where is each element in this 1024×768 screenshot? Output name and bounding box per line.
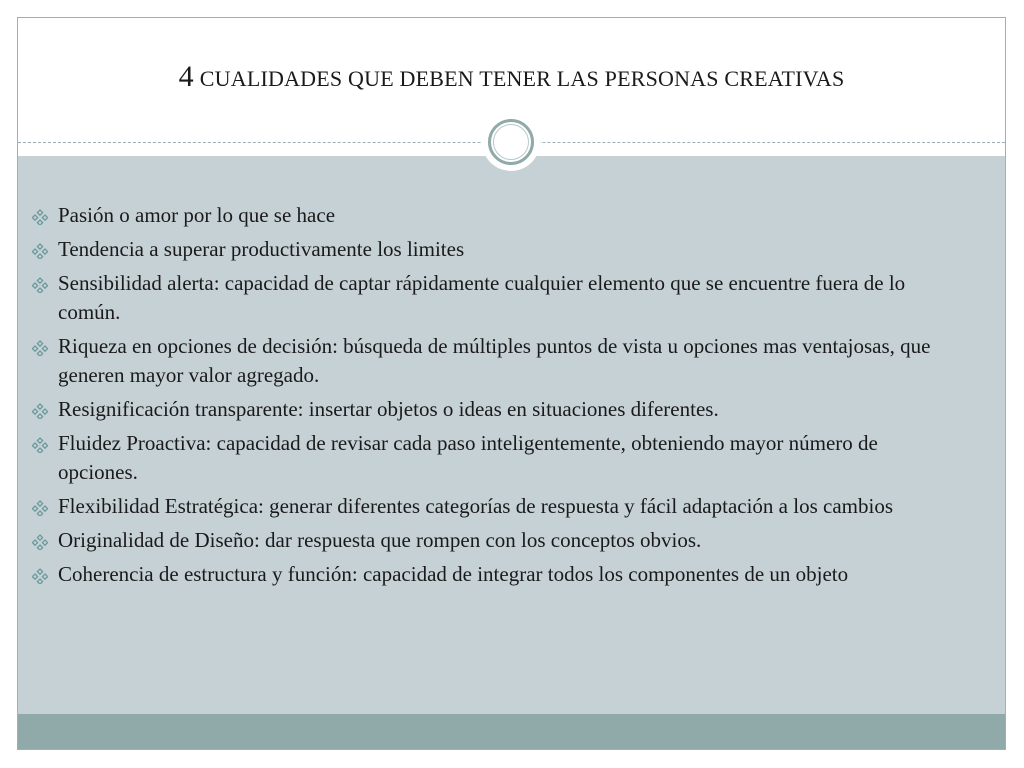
bullet-text: Coherencia de estructura y función: capacidad de integrar todos los componentes de un objeto [58, 562, 849, 586]
bullet-item [32, 560, 962, 589]
bullet-text: Resignificación transparente: insertar objetos o ideas en situaciones diferentes. [58, 397, 719, 421]
bullet-text: Pasión o amor por lo que se hace [58, 203, 336, 227]
bullet-item [32, 526, 962, 555]
diamond-bullet-icon [32, 534, 48, 550]
circle-ornament-icon [482, 113, 540, 171]
bottom-band [18, 714, 1005, 749]
diamond-bullet-icon [32, 568, 48, 584]
bullet-item [32, 332, 962, 390]
bullet-text: Tendencia a superar productivamente los limites [58, 237, 465, 261]
bullet-text: Sensibilidad alerta: capacidad de captar rápidamente cualquier elemento que se encuentre fuera de lo común. [58, 271, 906, 324]
bullet-item [32, 201, 962, 230]
title-number: 4 [178, 60, 194, 93]
bullet-item [32, 492, 962, 521]
title-text: CUALIDADES QUE DEBEN TENER LAS PERSONAS CREATIVAS [199, 66, 845, 91]
bullet-text: Riqueza en opciones de decisión: búsqueda de múltiples puntos de vista u opciones mas ventajosas, que generen mayor valor agregado. [58, 334, 931, 387]
diamond-bullet-icon [32, 340, 48, 356]
diamond-bullet-icon [32, 500, 48, 516]
slide-title [18, 60, 1005, 94]
bullet-item [32, 429, 962, 487]
diamond-bullet-icon [32, 277, 48, 293]
bullet-text: Originalidad de Diseño: dar respuesta que rompen con los conceptos obvios. [58, 528, 702, 552]
circle-ornament-inner-ring [493, 124, 529, 160]
diamond-bullet-icon [32, 403, 48, 419]
bullet-text: Fluidez Proactiva: capacidad de revisar cada paso inteligentemente, obteniendo mayor número de opciones. [58, 431, 878, 484]
bullet-list [32, 201, 962, 594]
bullet-text: Flexibilidad Estratégica: generar diferentes categorías de respuesta y fácil adaptación a los cambios [58, 494, 893, 518]
bullet-item [32, 269, 962, 327]
diamond-bullet-icon [32, 243, 48, 259]
diamond-bullet-icon [32, 437, 48, 453]
bullet-item [32, 235, 962, 264]
bullet-item [32, 395, 962, 424]
diamond-bullet-icon [32, 209, 48, 225]
